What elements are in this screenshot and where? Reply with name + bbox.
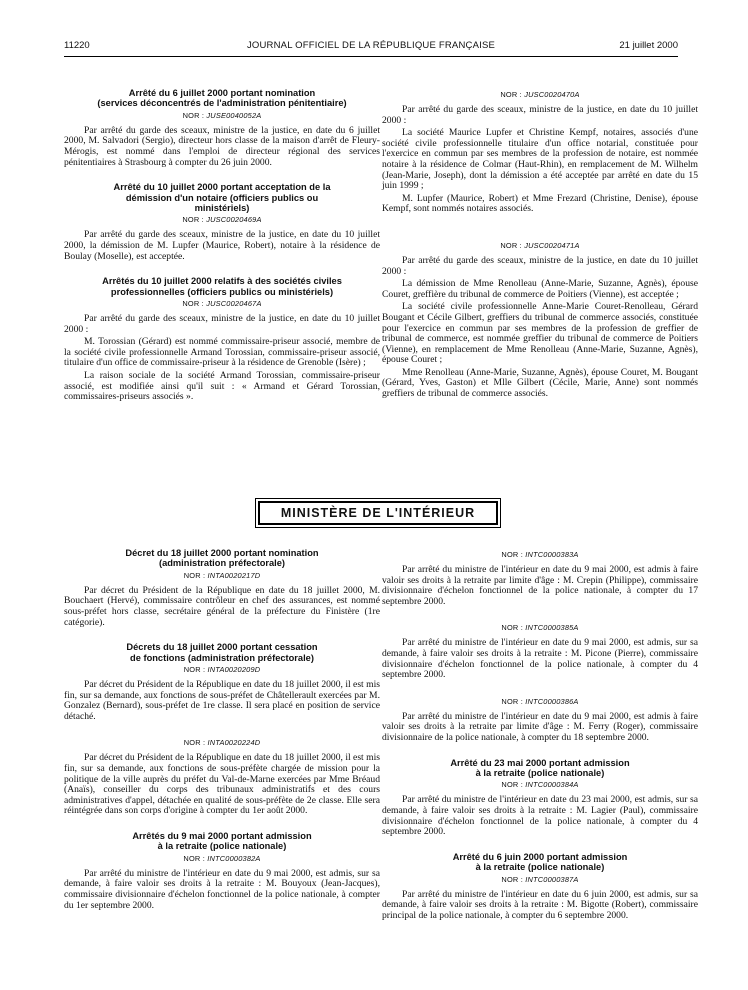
decree-title: Arrêté du 10 juillet 2000 portant acceptation de la démission d'un notaire (officiers publics ou ministériels) [113,182,331,213]
decree-entry [64,642,380,722]
decree-entry [64,738,380,817]
bottom-right-column [382,548,698,923]
nor-reference: NOR : JUSC0020470A [500,90,580,99]
decree-paragraph: Mme Renolleau (Anne-Marie, Suzanne, Agnès), épouse Couret, M. Bougant (Gérard, Yves, Gaston) et Mlle Gilbert (Cécile, Marie, Anne) sont nommés greffiers de tribunal de commerce associés. [382,366,698,400]
decree-paragraph: La société civile professionnelle Anne-Marie Couret-Renolleau, Gérard Bougant et Cécile Gilbert, greffiers du tribunal de commerce associés, constituée pour l'exercice en commun par ses membres de la profession de greffier de tribunal de commerce, est nommée greffier du tribunal de commerce de Poitiers (Vienne), en remplacement de Mme Renolleau (Anne-Marie, Suzanne, Agnès), épouse Couret ; [382,301,698,366]
nor-reference: NOR : INTC0000385A [501,623,579,633]
nor-reference: NOR : INTA0020209D [183,665,261,674]
decree-paragraph: Par décret du Président de la République en date du 18 juillet 2000, il est mis fin, sur sa demande, aux fonctions de sous-préfet de Châtellerault exercées par M. Gonzalez (Bernard), sous-préfet de 1re classe. Il sera placé en position de service détaché. [64,679,380,722]
decree-title: Arrêté du 6 juillet 2000 portant nomination (services déconcentrés de l'administration pénitentiaire) [97,88,347,109]
decree-paragraph: Par arrêté du ministre de l'intérieur en date du 23 mai 2000, est admis, sur sa demande, à faire valoir ses droits à la retraite : M. Lagier (Paul), commissaire divisionnaire d'échelon fonctionnel de la police nationale, à compter du 4 septembre 2000. [382,794,698,838]
decree-entry [382,852,698,922]
decree-paragraph: La société Maurice Lupfer et Christine Kempf, notaires, associés d'une société civile professionnelle titulaire d'un office notarial, constituée pour l'exercice en commun par ses membres de la profession de notaire, est nommée notaire à la résidence de Colmar (Haut-Rhin), en remplacement de M. Wilhelm (Jean-Marie, Joseph), dont la démission a été acceptée par arrêté en date du 15 juin 1999 ; [382,127,698,192]
nor-reference: NOR : INTA0020224D [183,738,261,748]
decree-entry [64,276,380,403]
decree-paragraph: Par décret du Président de la République en date du 18 juillet 2000, M. Bouchaert (Hervé), commissaire contrôleur en chef des assurances, est nommé sous-préfet hors classe, secrétaire général de la préfecture du Finistère (1re catégorie). [64,584,380,628]
decree-title: Décrets du 18 juillet 2000 portant cessation de fonctions (administration préfectorale) [126,642,318,663]
bottom-left-column [64,548,380,913]
decree-title: Arrêté du 23 mai 2000 portant admission à la retraite (police nationale) [450,757,630,778]
decree-paragraph: Par arrêté du garde des sceaux, ministre de la justice, en date du 10 juillet 2000, la démission de M. Lupfer (Maurice, Robert), notaire à la résidence de Boulay (Moselle), est acceptée. [64,229,380,262]
decree-title: Décret du 18 juillet 2000 portant nomination (administration préfectorale) [125,548,319,569]
nor-reference: NOR : JUSE0040052A [182,110,262,120]
nor-reference: NOR : INTC0000383A [501,550,579,559]
nor-reference: NOR : JUSC0020467A [182,299,262,308]
decree-paragraph: Par décret du Président de la République en date du 18 juillet 2000, il est mis fin, sur sa demande, aux fonctions de sous-préfète chargée de mission pour la politique de la ville auprès du préfet du Val-de-Marne exercées par Mme Bréaud (Anaïs), conseiller du corps des tribunaux administratifs et des cours administratives d'appel, détachée en qualité de sous-préfète de 2e classe. Elle sera réintégrée dans son corps d'origine à compter du 1er août 2000. [64,752,380,817]
decree-entry [382,90,698,215]
journal-title: JOURNAL OFFICIEL DE LA RÉPUBLIQUE FRANÇAISE [246,40,496,51]
decree-title: Arrêté du 6 juin 2000 portant admission à la retraite (police nationale) [452,851,628,873]
decree-paragraph: Par arrêté du ministre de l'intérieur en date du 9 mai 2000, est admis à faire valoir ses droits à la retraite par limite d'âge : M. Crepin (Philippe), commissaire divisionnaire d'échelon fonctionnel de la police nationale, à compter du 17 septembre 2000. [382,564,698,607]
decree-paragraph: Par arrêté du garde des sceaux, ministre de la justice, en date du 10 juillet 2000 : [382,104,698,126]
decree-paragraph: La raison sociale de la société Armand Torossian, commissaire-priseur associé, est modifiée ainsi qu'il suit : « Armand et Gérard Torossian, commissaires-priseurs associés ». [64,369,380,403]
decree-paragraph: Par arrêté du ministre de l'intérieur en date du 6 juin 2000, est admis, sur sa demande, à faire valoir ses droits à la retraite : M. Bigotte (Robert), commissaire principal de la police nationale, à compter du 6 septembre 2000. [382,888,698,921]
decree-entry [382,623,698,680]
decree-paragraph: Par arrêté du garde des sceaux, ministre de la justice, en date du 6 juillet 2000, M. Salvadori (Sergio), directeur hors classe de la maison d'arrêt de Fleury-Mérogis, est nommé dans l'emploi de directeur régional des services pénitentiaires à Strasbourg à compter du 26 juin 2000. [64,124,380,168]
decree-paragraph: La démission de Mme Renolleau (Anne-Marie, Suzanne, Agnès), épouse Couret, greffière du tribunal de commerce de Poitiers (Vienne), est acceptée ; [382,278,698,300]
decree-entry [64,88,380,168]
page-number: 11220 [64,40,90,51]
top-right-column [382,88,698,402]
decree-paragraph: Par arrêté du garde des sceaux, ministre de la justice, en date du 10 juillet 2000 : [64,313,380,335]
decree-title: Arrêtés du 10 juillet 2000 relatifs à des sociétés civiles professionnelles (officiers publics ou ministériels) [102,276,342,297]
nor-reference: NOR : INTA0020217D [183,570,261,580]
decree-entry [64,548,380,628]
nor-reference: NOR : JUSC0020469A [182,215,262,225]
decree-paragraph: Par arrêté du ministre de l'intérieur en date du 9 mai 2000, est admis, sur sa demande, à faire valoir ses droits à la retraite : M. Bouyoux (Jean-Jacques), commissaire divisionnaire d'échelon fonctionnel de la police nationale, à compter du 1er septembre 2000. [64,867,380,911]
nor-reference: NOR : INTC0000386A [501,696,579,706]
nor-reference: NOR : INTC0000382A [183,853,261,863]
page-header [64,40,678,56]
decree-entry [64,182,380,262]
decree-paragraph: M. Lupfer (Maurice, Robert) et Mme Frezard (Christine, Denise), épouse Kempf, sont nommés notaires associés. [382,192,698,215]
decree-paragraph: Par arrêté du garde des sceaux, ministre de la justice, en date du 10 juillet 2000 : [382,254,698,277]
ministry-heading: MINISTÈRE DE L'INTÉRIEUR [258,501,498,525]
decree-entry [382,697,698,744]
decree-entry [64,831,380,911]
decree-paragraph: Par arrêté du ministre de l'intérieur en date du 9 mai 2000, est admis à faire valoir ses droits à la retraite par limite d'âge : M. Ferry (Roger), commissaire divisionnaire de la police nationale, à compter du 18 septembre 2000. [382,710,698,743]
issue-date: 21 juillet 2000 [619,40,678,51]
nor-reference: NOR : INTC0000387A [501,874,579,884]
decree-entry [382,241,698,400]
decree-entry [382,758,698,838]
decree-title: Arrêtés du 9 mai 2000 portant admission à la retraite (police nationale) [132,830,312,852]
nor-reference: NOR : INTC0000384A [501,780,579,790]
decree-entry [382,550,698,607]
nor-reference: NOR : JUSC0020471A [500,240,580,250]
decree-paragraph: Par arrêté du ministre de l'intérieur en date du 9 mai 2000, est admis, sur sa demande, à faire valoir ses droits à la retraite : M. Picone (Pierre), commissaire divisionnaire d'échelon fonctionnel de la police nationale, à compter du 4 septembre 2000. [382,637,698,681]
header-rule [64,56,678,57]
top-left-column [64,88,380,405]
decree-paragraph: M. Torossian (Gérard) est nommé commissaire-priseur associé, membre de la société civile professionnelle Armand Torossian, commissaire-priseur associé, titulaire d'un office de commissaire-priseur à la résidence de Grenoble (Isère) ; [64,336,380,369]
